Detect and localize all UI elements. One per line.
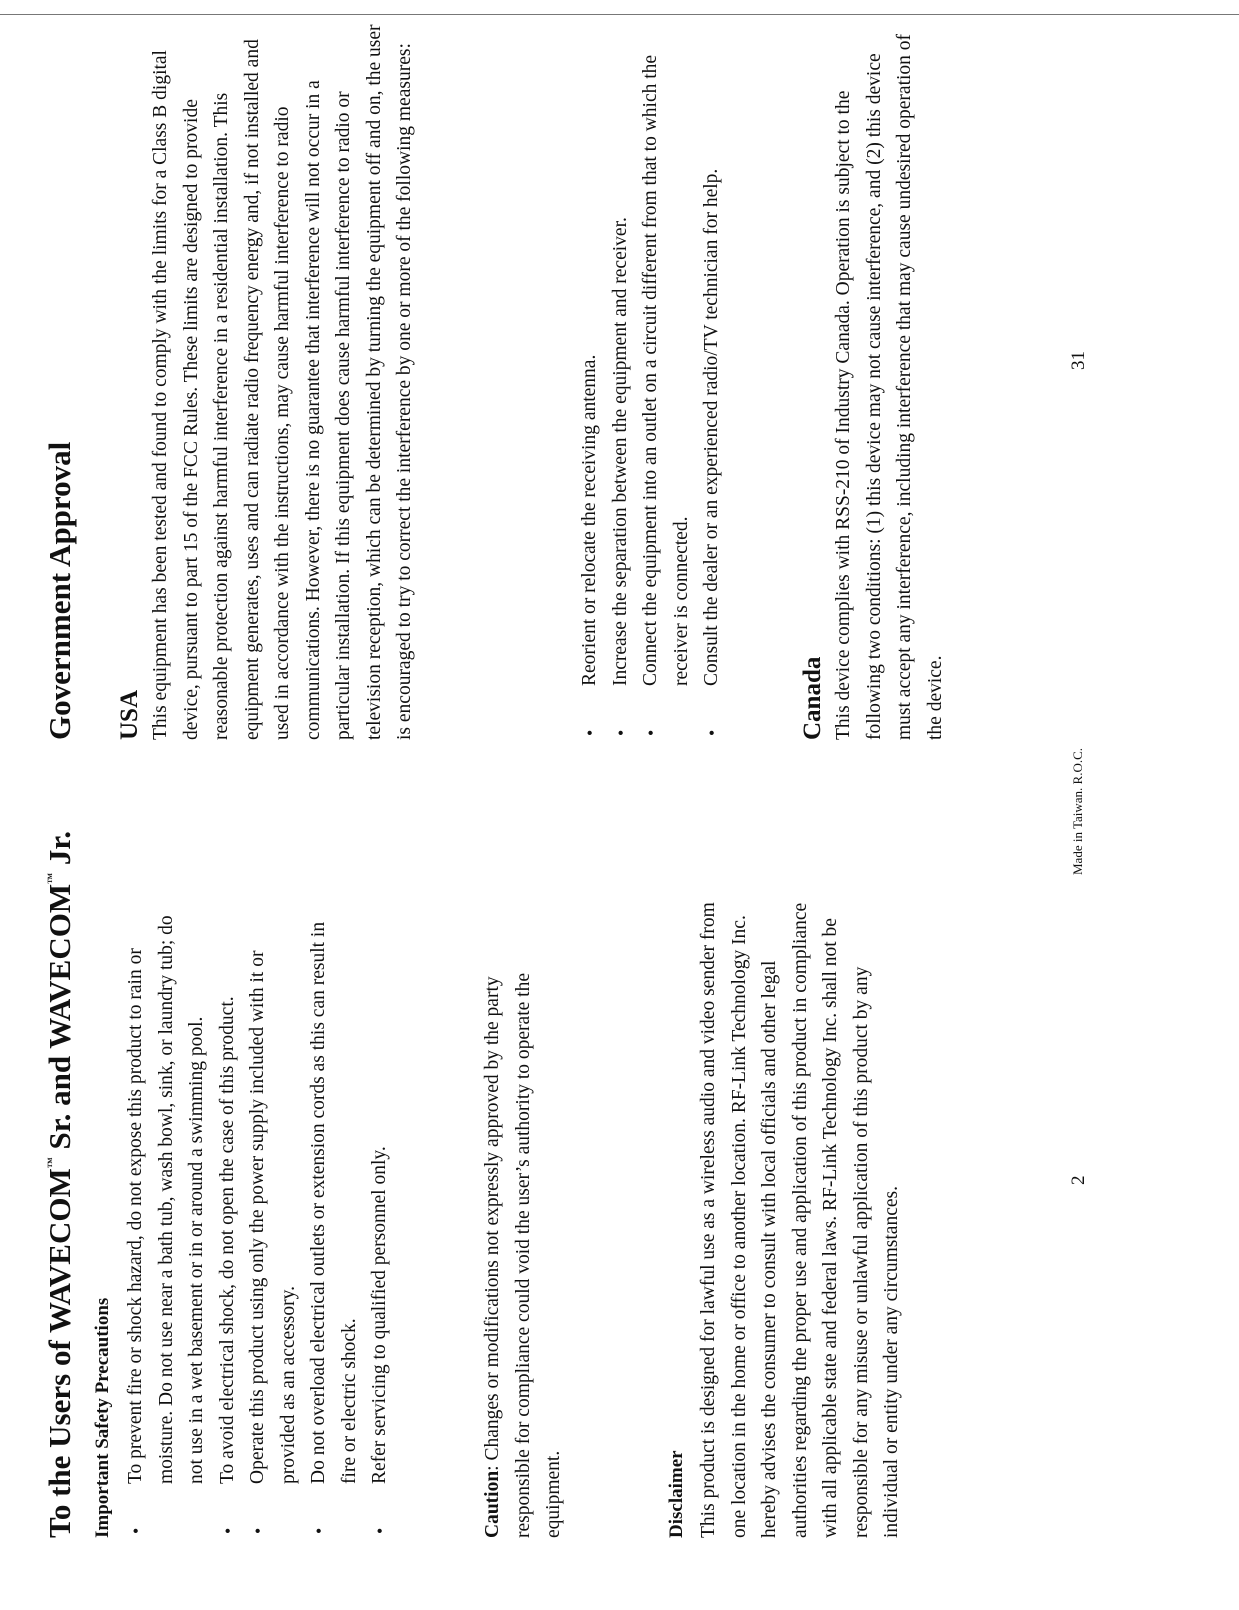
list-item: • Reorient or relocate the receiving antenna. [575,15,606,740]
bullet-icon: • [217,1527,238,1534]
caution-paragraph: Caution: Changes or modifications not expressly approved by the party responsible for compliance could void the user’s authority to operate the equipment. [482,973,564,1538]
bullet-icon: • [610,729,631,736]
scan-edge-line [0,14,1239,15]
canada-heading: Canada [799,656,826,740]
disclaimer-heading: Disclaimer [666,1450,687,1538]
disclaimer-paragraph: This product is designed for lawful use as a wireless audio and video sender from one location in the home or office to another location. RF-Link Technology Inc. hereby advises the consumer to consult with local officials and other legal authorities regarding the proper use and application of this product in compliance with all applicable state and federal laws. RF-Link Technology Inc. shall not be responsible for any misuse or unlawful application of this product by any individual or entity under any circumstances. [698,902,902,1538]
right-page-number: 31 [1068,351,1089,370]
list-item: • To avoid electrical shock, do not open the case of this product. [213,898,244,1538]
list-item: • Consult the dealer or an experienced radio/TV technician for help. [697,15,728,740]
measures-list [575,15,728,740]
list-item: • Refer servicing to qualified personnel only. [365,898,396,1538]
made-in-note: Made in Taiwan. R.O.C. [1070,747,1085,875]
bullet-icon: • [580,729,600,736]
bullet-icon: • [309,1527,329,1534]
bullet-icon: • [248,1527,268,1534]
caution-label: Caution [482,1470,503,1538]
safety-heading: Important Safety Precautions [92,1297,113,1538]
left-page-number: 2 [1068,1175,1089,1185]
list-item: • Connect the equipment into an outlet on a circuit different from that to which the receiver is connected. [636,15,697,740]
usa-heading: USA [116,689,143,740]
canada-paragraph: This device complies with RSS-210 of Industry Canada. Operation is subject to the following two conditions: (1) this device may not cause interference, and (2) this device must accept any interference, including interference that may cause undesired operation of the device. [833,33,946,740]
list-item: • To prevent fire or shock hazard, do not expose this product to rain or moisture. Do not use near a bath tub, wash bowl, sink, or laundry tub; do not use in a wet basement or in or around a swimming pool. [121,898,213,1538]
bullet-icon: • [126,1527,146,1534]
list-item: • Do not overload electrical outlets or extension cords as this can result in fire or electric shock. [304,898,365,1538]
right-page-title: Government Approval [42,441,77,740]
bullet-icon: • [370,1527,390,1534]
usa-paragraph: This equipment has been tested and found to comply with the limits for a Class B digital device, pursuant to part 15 of the FCC Rules. These limits are designed to provide reasonable protection against harmful interference in a residential installation. This equipment generates, uses and can radiate radio frequency energy and, if not installed and used in accordance with the instructions, may cause harmful interference to radio communications. However, there is no guarantee that interference will not occur in a particular installation. If this equipment does cause harmful interference to radio or television reception, which can be determined by turning the equipment off and on, the user is encouraged to try to correct the interference by one or more of the following measures: [150,24,415,740]
bullet-icon: • [702,729,722,736]
bullet-icon: • [641,729,661,736]
list-item: • Operate this product using only the power supply included with it or provided as an accessory. [243,898,304,1538]
left-page-title: To the Users of WAVECOM™ Sr. and WAVECOM™ Jr. [42,830,77,1538]
safety-list [121,898,396,1538]
list-item: • Increase the separation between the equipment and receiver. [606,15,637,740]
